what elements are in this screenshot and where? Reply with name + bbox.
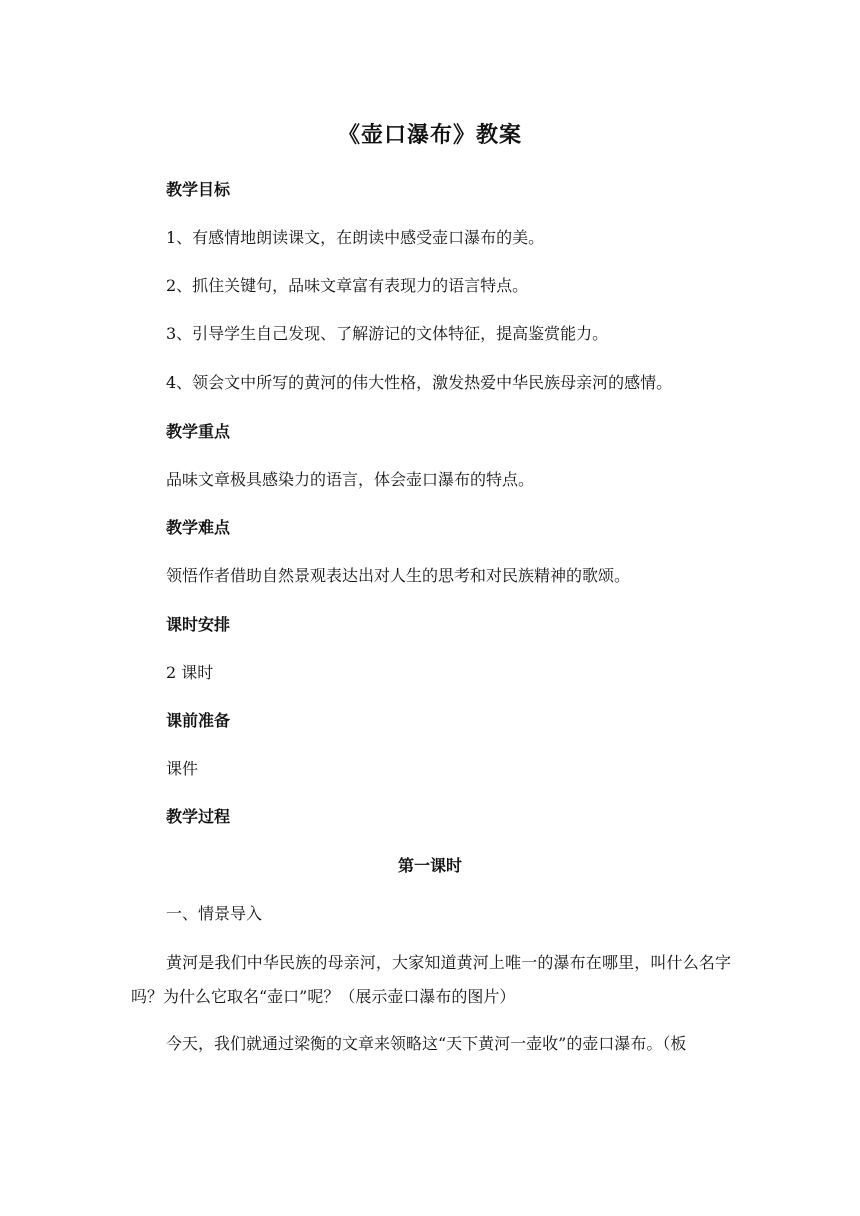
difficulty-text: 领悟作者借助自然景观表达出对人生的思考和对民族精神的歌颂。 [166, 566, 631, 585]
schedule-heading: 课时安排 [166, 615, 231, 634]
document-title: 《壶口瀑布》教案 [337, 123, 522, 148]
process-heading: 教学过程 [166, 807, 231, 826]
preparation-text: 课件 [166, 759, 199, 778]
goal-item-1: 1、有感情地朗读课文，在朗读中感受壶口瀑布的美。 [166, 228, 545, 247]
goals-heading: 教学目标 [166, 180, 231, 199]
step-heading: 一、情景导入 [166, 904, 263, 923]
goal-item-4: 4、领会文中所写的黄河的伟大性格，激发热爱中华民族母亲河的感情。 [166, 373, 673, 392]
lesson-title: 第一课时 [397, 856, 462, 875]
schedule-text: 2 课时 [166, 663, 214, 682]
goal-item-3: 3、引导学生自己发现、了解游记的文体特征，提高鉴赏能力。 [166, 324, 609, 343]
preparation-heading: 课前准备 [166, 711, 231, 730]
focus-text: 品味文章极具感染力的语言，体会壶口瀑布的特点。 [166, 470, 535, 489]
intro-paragraph: 黄河是我们中华民族的母亲河，大家知道黄河上唯一的瀑布在哪里，叫什么名字吗？为什么它取名“壶口”呢？（展示壶口瀑布的图片） [131, 953, 731, 1006]
focus-heading: 教学重点 [166, 422, 231, 441]
continuation-paragraph: 今天，我们就通过梁衡的文章来领略这“天下黄河一壶收”的壶口瀑布。（板 [166, 1034, 687, 1053]
difficulty-heading: 教学难点 [166, 518, 231, 537]
goal-item-2: 2、抓住关键句，品味文章富有表现力的语言特点。 [166, 276, 529, 295]
